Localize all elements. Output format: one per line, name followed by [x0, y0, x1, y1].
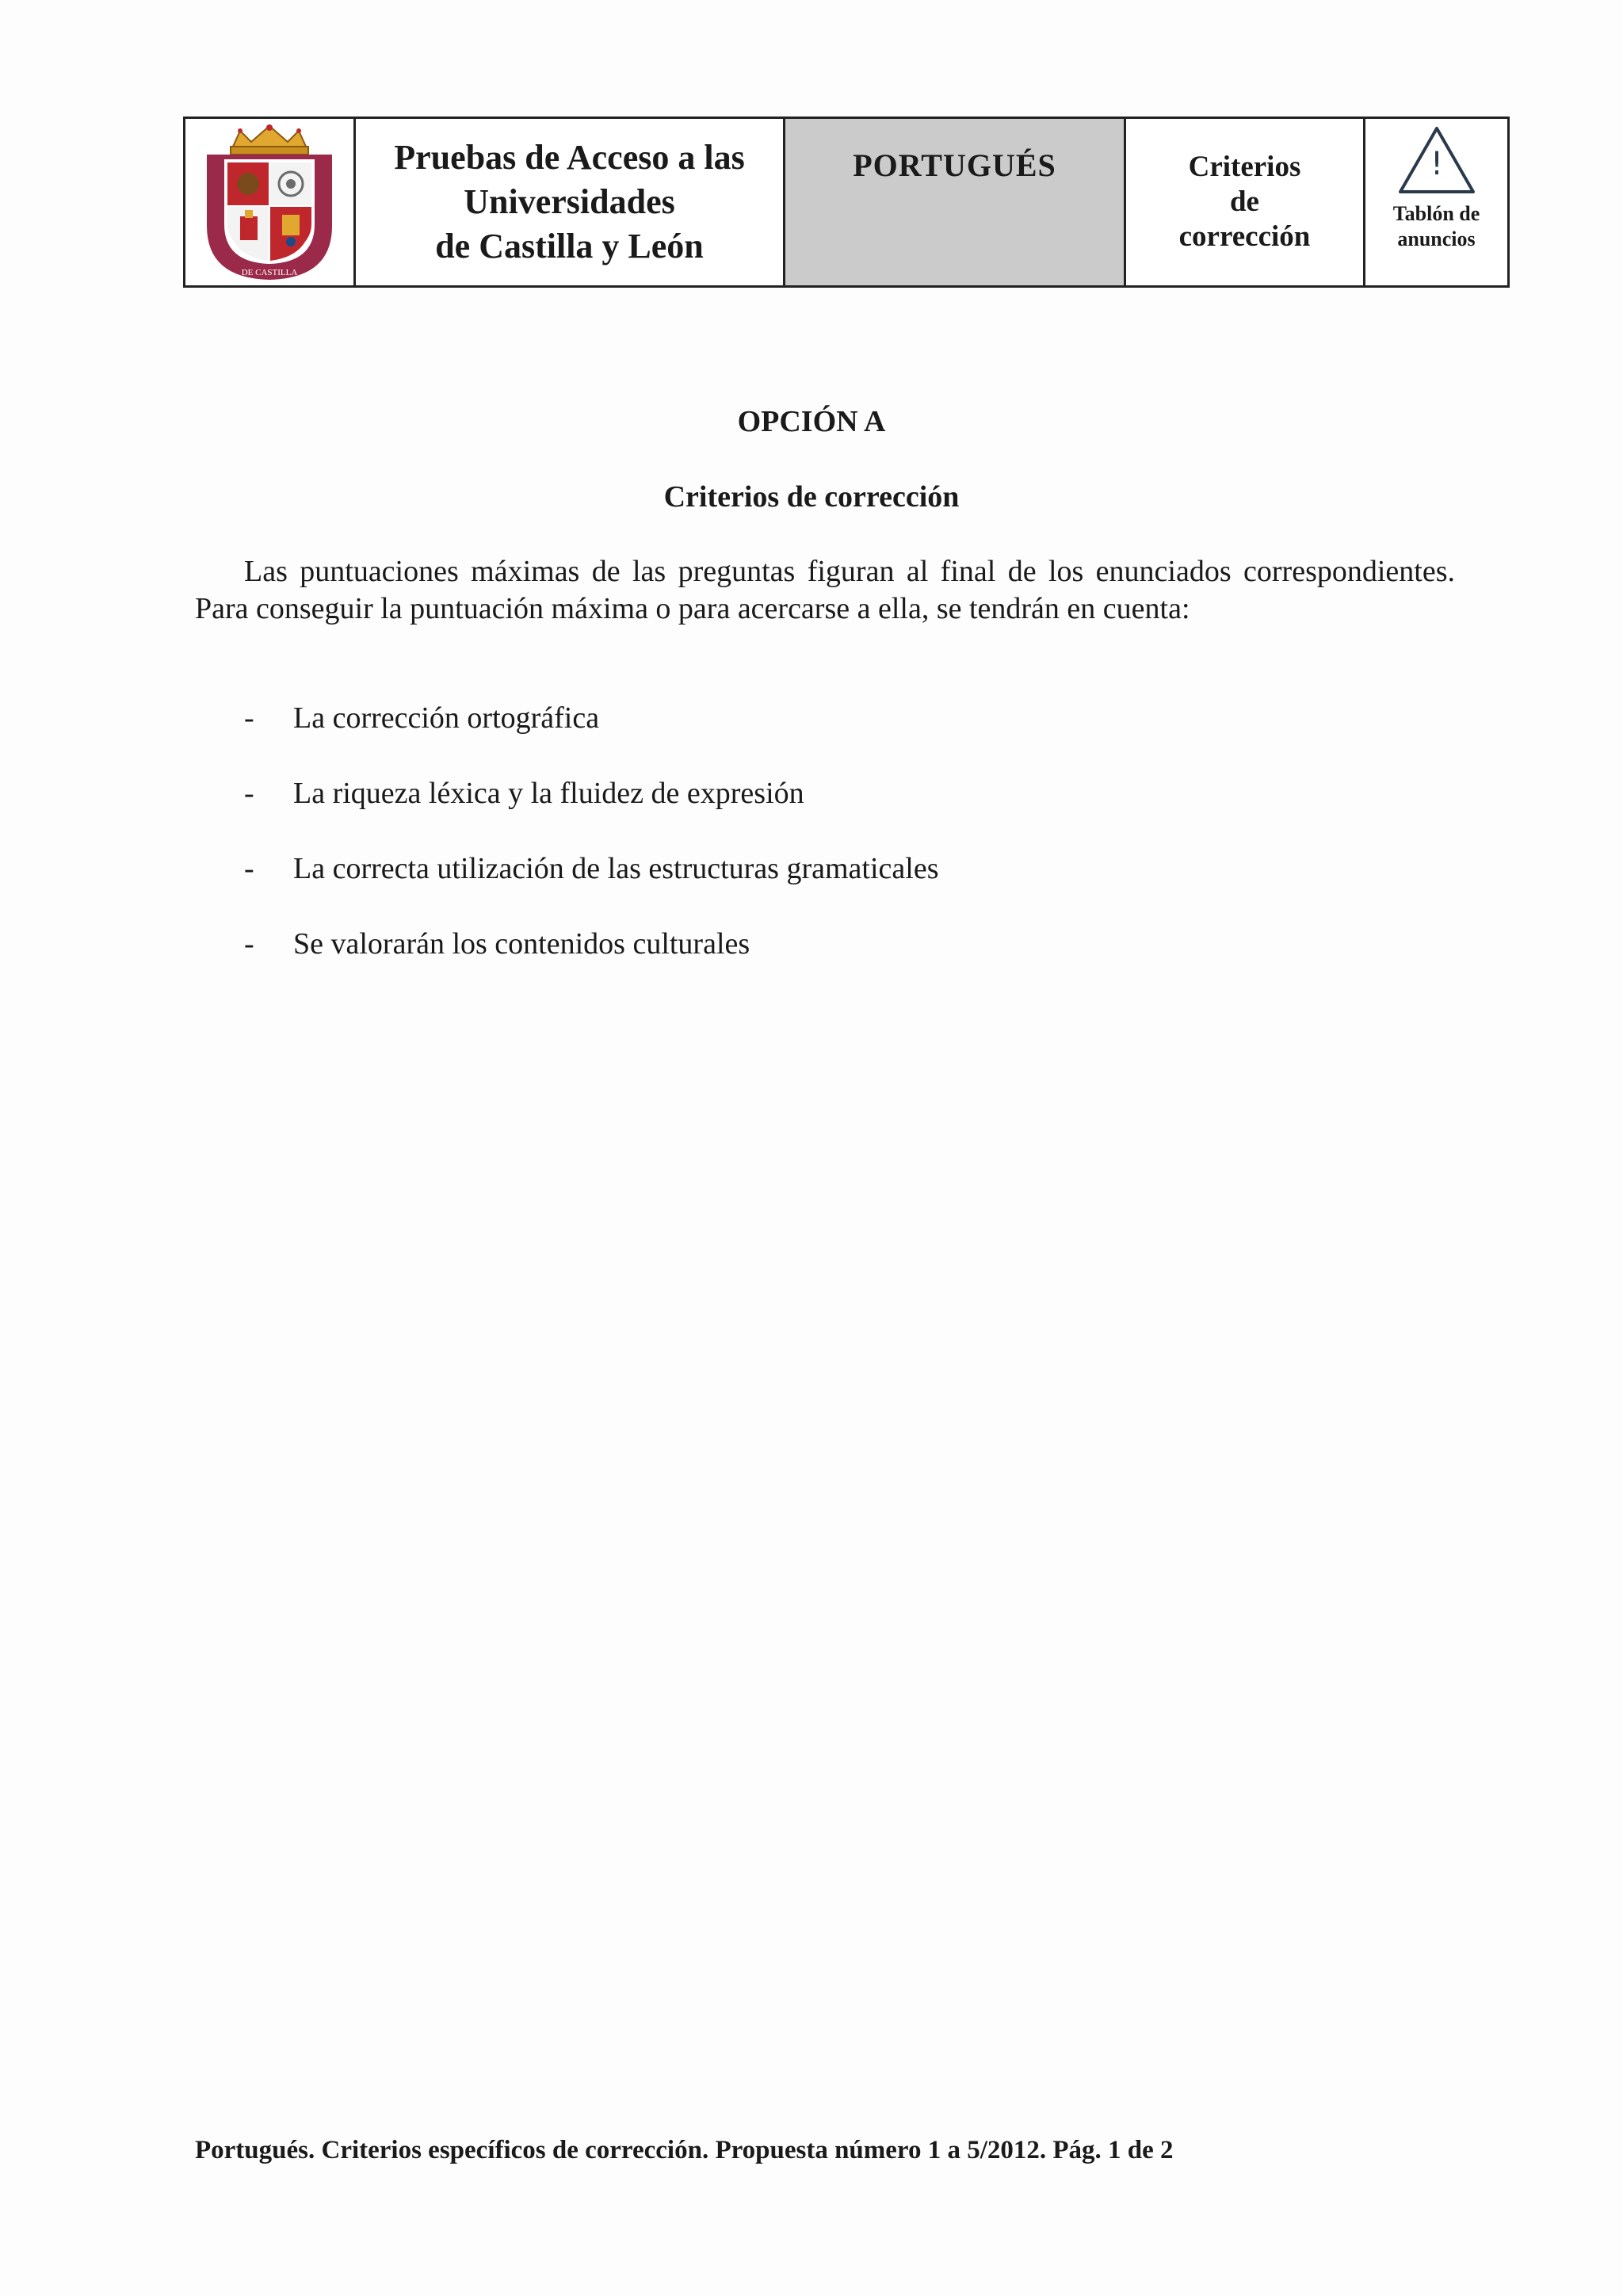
criteria-label-line: Criterios [1188, 151, 1301, 183]
exam-title-line: Pruebas de Acceso a las [394, 138, 745, 177]
criteria-label [1179, 150, 1311, 254]
logo-cell [185, 119, 356, 285]
exam-title-line: de Castilla y León [435, 227, 704, 266]
bullet-dash: - [244, 927, 254, 961]
list-item [195, 926, 1455, 1001]
university-crest-logo [202, 123, 337, 281]
bullet-dash: - [244, 777, 254, 810]
page-footer: Portugués. Criterios específicos de corrección. Propuesta número 1 a 5/2012. Pág. 1 de 2 [195, 2136, 1174, 2164]
notice-board-label-line: Tablón de [1392, 202, 1480, 225]
list-item-text: La riqueza léxica y la fluidez de expresión [293, 777, 804, 810]
list-item [195, 775, 1455, 850]
option-heading: OPCIÓN A [737, 405, 886, 438]
criteria-list [195, 700, 1455, 1001]
list-item [195, 700, 1455, 775]
criteria-label-line: de [1229, 185, 1259, 218]
list-item-text: La correcta utilización de las estructuras gramaticales [293, 852, 939, 885]
exam-title-line: Universidades [464, 182, 675, 221]
criteria-cell [1126, 119, 1365, 285]
bullet-dash: - [244, 852, 254, 885]
bullet-dash: - [244, 701, 254, 735]
exam-title [394, 136, 744, 269]
notice-board-label-line: anuncios [1397, 227, 1476, 250]
svg-text:!: ! [1430, 146, 1443, 182]
list-item-text: Se valorarán los contenidos culturales [293, 927, 750, 961]
document-header [183, 117, 1510, 288]
exam-title-cell [356, 119, 785, 285]
svg-text:DE CASTILLA: DE CASTILLA [241, 268, 298, 277]
criteria-label-line: corrección [1178, 220, 1311, 253]
notice-board-label [1393, 201, 1480, 252]
criteria-heading: Criterios de corrección [663, 480, 960, 514]
intro-paragraph: Las puntuaciones máximas de las preguntas figuran al final de los enunciados correspondientes. Para conseguir la puntuación máxima o para acercarse a ella, se tendrán en cuenta: [195, 555, 1455, 625]
warning-triangle-icon [1397, 125, 1476, 197]
crown-icon [231, 124, 308, 155]
subject-name: PORTUGUÉS [853, 147, 1056, 183]
notice-board-cell [1365, 119, 1507, 285]
subject-cell [785, 119, 1126, 285]
list-item-text: La corrección ortográfica [293, 701, 600, 735]
list-item [195, 850, 1455, 926]
